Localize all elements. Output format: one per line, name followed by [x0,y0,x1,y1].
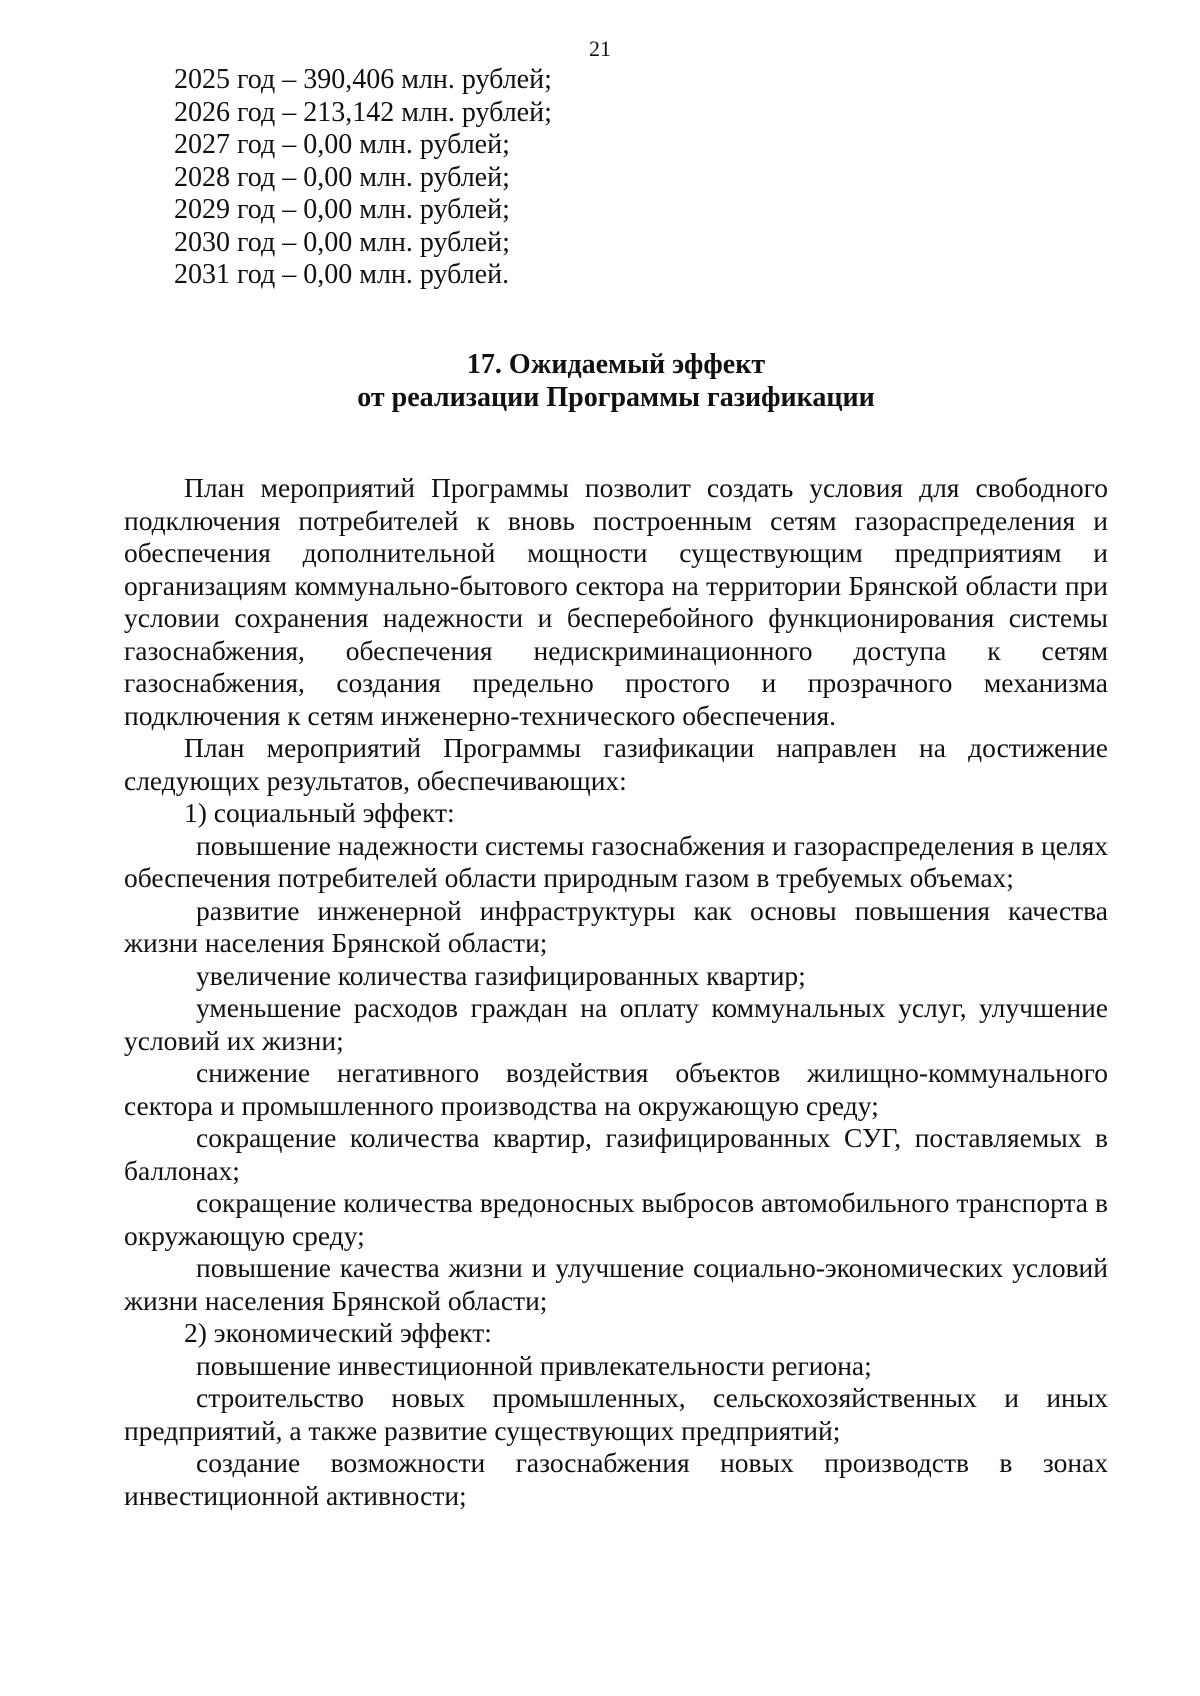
funding-line: 2031 год – 0,00 млн. рублей. [174,259,510,290]
list-item: увеличение количества газифицированных квартир; [196,959,806,991]
funding-line: 2030 год – 0,00 млн. рублей; [174,226,510,258]
page-number: 21 [589,36,611,61]
list-item: повышение качества жизни и улучшение социально-экономических условий жизни населения Брянской области; [124,1252,1108,1316]
list-item: создание возможности газоснабжения новых производств в зонах инвестиционной активности; [124,1447,1108,1511]
list-item: строительство новых промышленных, сельскохозяйственных и иных предприятий, а также развитие существующих предприятий; [124,1382,1108,1446]
funding-line: 2028 год – 0,00 млн. рублей; [174,161,510,193]
list-item: уменьшение расходов граждан на оплату коммунальных услуг, улучшение условий их жизни; [124,992,1108,1056]
list-item: развитие инженерной инфраструктуры как основы повышения качества жизни населения Брянской области; [124,894,1108,958]
funding-line: 2029 год – 0,00 млн. рублей; [174,194,510,225]
list-item: сокращение количества вредоносных выбросов автомобильного транспорта в окружающую среду; [124,1187,1108,1251]
funding-line: 2026 год – 213,142 млн. рублей; [174,96,552,128]
section-title-line-1: 17. Ожидаемый эффект [466,349,766,380]
funding-by-year-list [174,64,874,292]
list-item: снижение негативного воздействия объектов жилищно-коммунального сектора и промышленного производства на окружающую среду; [124,1057,1108,1121]
list-item: сокращение количества квартир, газифицированных СУГ, поставляемых в баллонах; [124,1122,1108,1186]
funding-line: 2027 год – 0,00 млн. рублей; [174,129,510,160]
paragraph: План мероприятий Программы газификации направлен на достижение следующих результатов, обеспечивающих: [124,732,1108,796]
section-title-line-2: от реализации Программы газификации [357,382,875,413]
list-item: повышение надежности системы газоснабжения и газораспределения в целях обеспечения потребителей области природным газом в требуемых объемах; [124,829,1108,893]
funding-line: 2025 год – 390,406 млн. рублей; [174,64,552,95]
list-heading: 1) социальный эффект: [184,797,455,828]
section-heading [124,348,1108,414]
list-heading: 2) экономический эффект: [184,1317,492,1348]
list-item: повышение инвестиционной привлекательности региона; [196,1349,872,1381]
paragraph: План мероприятий Программы позволит создать условия для свободного подключения потребителей к вновь построенным сетям газораспределения и обеспечения дополнительной мощности существующим предприятиям и организациям коммунально-бытового сектора на территории Брянской области при условии сохранения надежности и бесперебойного функционирования системы газоснабжения, обеспечения недискриминационного доступа к сетям газоснабжения, создания предельно простого и прозрачного механизма подключения к сетям инженерно-технического обеспечения. [124,472,1108,731]
section-body [124,472,1108,1512]
